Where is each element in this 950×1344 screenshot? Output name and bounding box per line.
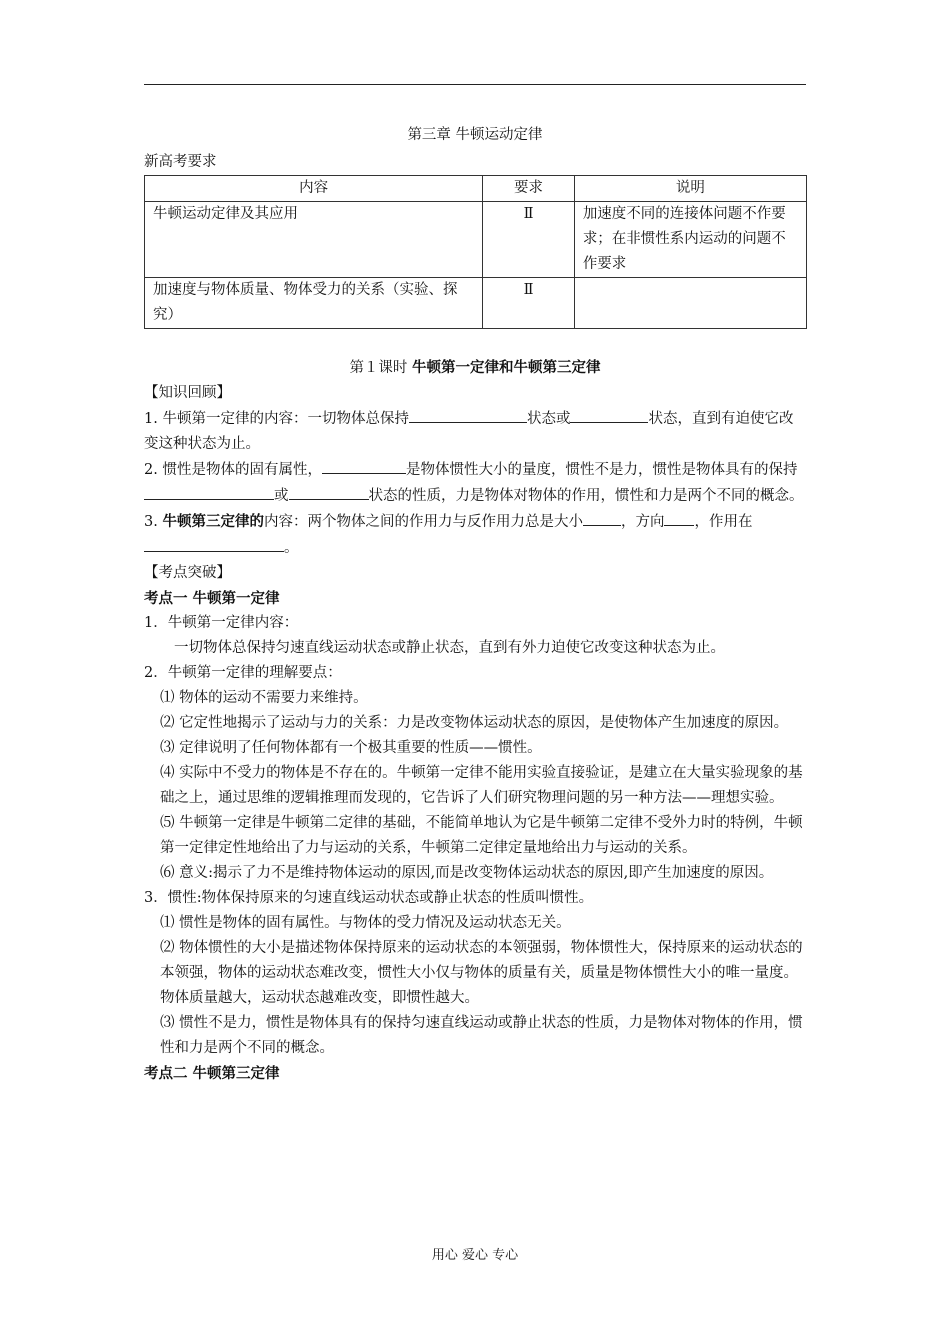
kp1-point: ⑸ 牛顿第一定律是牛顿第二定律的基础，不能简单地认为它是牛顿第二定律不受外力时的特例，牛顿第一定律定性地给出了力与运动的关系，牛顿第二定律定量地给出力与运动的关系。 <box>160 815 803 856</box>
table-row <box>145 278 807 329</box>
fill-blank[interactable] <box>409 406 527 423</box>
lesson-prefix: 第１课时 <box>349 360 413 376</box>
requirements-table <box>144 175 807 329</box>
row-level: Ⅱ <box>483 278 575 329</box>
row-content: 牛顿运动定律及其应用 <box>145 202 483 278</box>
kp1-point: ⑷ 实际中不受力的物体是不存在的。牛顿第一定律不能用实验直接验证，是建立在大量实验现象的基础之上，通过思维的逻辑推理而发现的，它告诉了人们研究物理问题的另一种方法——理想实验。 <box>160 765 803 806</box>
header-rule <box>144 84 806 85</box>
kp1-item-1: 1．牛顿第一定律内容： <box>144 615 299 631</box>
review-question-1: 1. 牛顿第一定律的内容：一切物体总保持 状态或 状态，直到有迫使它改变这种状态为止。 <box>144 406 806 457</box>
fill-blank[interactable] <box>144 483 274 500</box>
breakthrough-heading: 【考点突破】 <box>144 565 231 581</box>
fill-blank[interactable] <box>144 535 284 552</box>
kp1-item-1-text: 一切物体总保持匀速直线运动状态或静止状态，直到有外力迫使它改变这种状态为止。 <box>174 640 725 656</box>
row-level: Ⅱ <box>483 202 575 278</box>
row-content: 加速度与物体质量、物体受力的关系（实验、探究） <box>145 278 483 329</box>
kp1-point: ⑴ 物体的运动不需要力来维持。 <box>160 690 368 706</box>
kp1-point: ⑹ 意义:揭示了力不是维持物体运动的原因,而是改变物体运动状态的原因,即产生加速度的原因。 <box>160 865 774 881</box>
requirements-heading: 新高考要求 <box>144 154 217 170</box>
inertia-point: ⑵ 物体惯性的大小是描述物体保持原来的运动状态的本领强弱，物体惯性大，保持原来的运动状态的本领强，物体的运动状态难改变，惯性大小仅与物体的质量有关，质量是物体惯性大小的唯一量度。物体质量越大，运动状态越难改变，即惯性越大。 <box>160 940 803 1006</box>
review-question-2: 2. 惯性是物体的固有属性， 是物体惯性大小的量度，惯性不是力，惯性是物体具有的保持或 状态的性质，力是物体对物体的作用，惯性和力是两个不同的概念。 <box>144 457 806 509</box>
review-question-3: 3. 牛顿第三定律的内容：两个物体之间的作用力与反作用力总是大小 ，方向 ，作用在。 <box>144 509 806 561</box>
row-note <box>574 278 806 329</box>
review-heading: 【知识回顾】 <box>144 385 231 401</box>
kp2-heading: 考点二 牛顿第三定律 <box>144 1065 280 1082</box>
table-row <box>145 202 807 278</box>
fill-blank[interactable] <box>570 406 648 423</box>
inertia-point: ⑴ 惯性是物体的固有属性。与物体的受力情况及运动状态无关。 <box>160 915 571 931</box>
row-note: 加速度不同的连接体问题不作要求；在非惯性系内运动的问题不作要求 <box>574 202 806 278</box>
lesson-name: 牛顿第一定律和牛顿第三定律 <box>412 359 601 376</box>
fill-blank[interactable] <box>664 509 694 526</box>
document-page <box>144 120 806 1086</box>
header-level: 要求 <box>483 176 575 202</box>
header-content: 内容 <box>145 176 483 202</box>
kp1-point: ⑵ 它定性地揭示了运动与力的关系：力是改变物体运动状态的原因，是使物体产生加速度的原因。 <box>160 715 789 731</box>
inertia-point: ⑶ 惯性不是力，惯性是物体具有的保持匀速直线运动或静止状态的性质，力是物体对物体的作用，惯性和力是两个不同的概念。 <box>160 1015 803 1056</box>
fill-blank[interactable] <box>322 457 406 474</box>
fill-blank[interactable] <box>583 509 621 526</box>
kp1-item-3: 3．惯性:物体保持原来的匀速直线运动状态或静止状态的性质叫惯性。 <box>144 890 594 906</box>
kp1-item-2: 2．牛顿第一定律的理解要点： <box>144 665 342 681</box>
table-header-row <box>145 176 807 202</box>
header-note: 说明 <box>574 176 806 202</box>
page-footer: 用心 爱心 专心 <box>431 1248 519 1263</box>
lesson-title <box>144 355 806 381</box>
kp1-heading: 考点一 牛顿第一定律 <box>144 590 280 607</box>
kp1-point: ⑶ 定律说明了任何物体都有一个极其重要的性质——惯性。 <box>160 740 542 756</box>
fill-blank[interactable] <box>289 483 369 500</box>
chapter-title: 第三章 牛顿运动定律 <box>407 127 543 143</box>
